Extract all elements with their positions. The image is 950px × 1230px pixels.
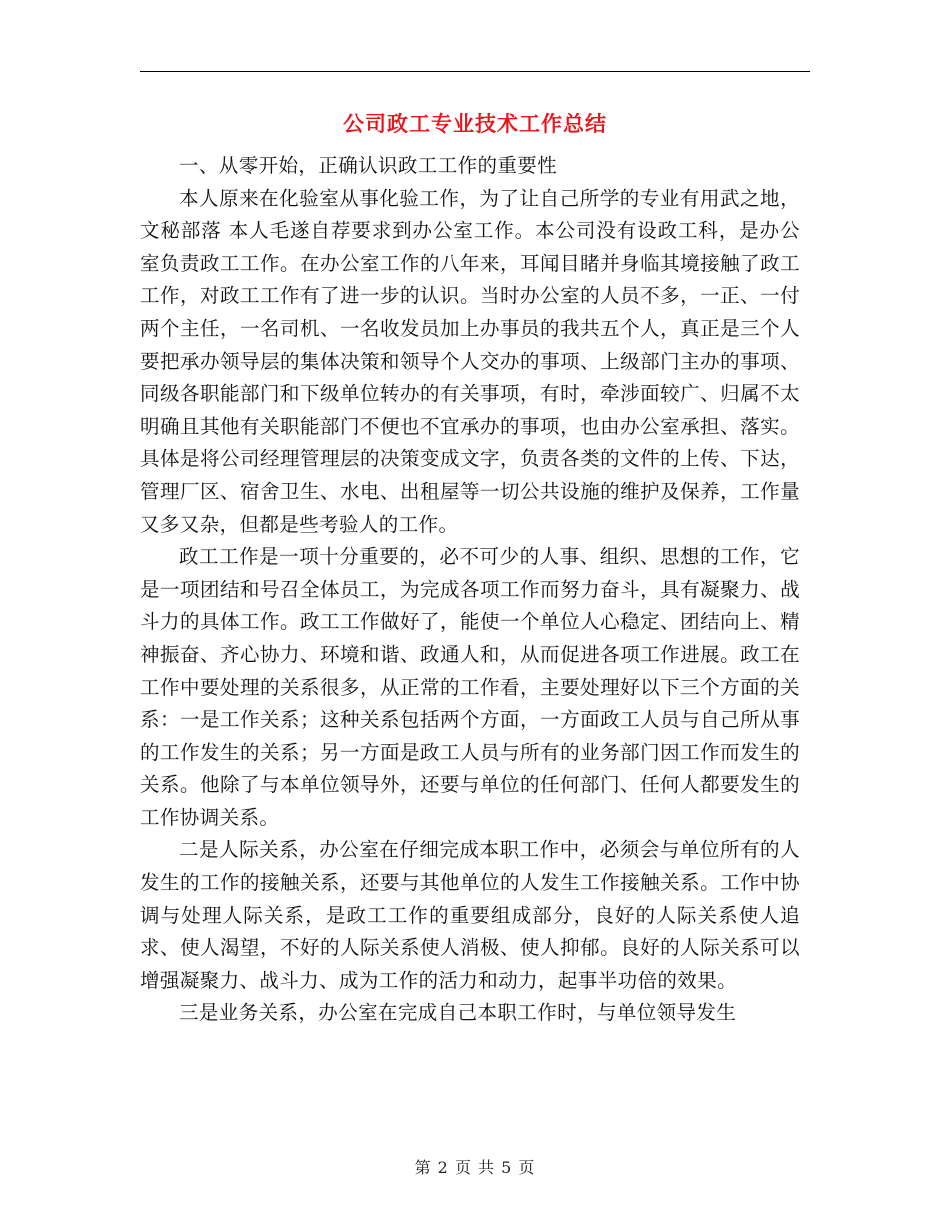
header-rule	[140, 71, 810, 72]
body-paragraph: 三是业务关系，办公室在完成自己本职工作时，与单位领导发生	[179, 1001, 737, 1025]
document-body	[140, 150, 800, 1030]
body-paragraph: 本人原来在化验室从事化验工作，为了让自己所学的专业有用武之地，文秘部落 本人毛遂自荐要求到办公室工作。本公司没有设政工科，是办公室负责政工工作。在办公室工作的八年来，耳闻目睹并身临其境接触了政工工作，对政工工作有了进一步的认识。当时办公室的人员不多，一正、一付两个主任，一名司机、一名收发员加上办事员的我共五个人，真正是三个人要把承办领导层的集体决策和领导个人交办的事项、上级部门主办的事项、同级各职能部门和下级单位转办的有关事项，有时，牵涉面较广、归属不太明确且其他有关职能部门不便也不宜承办的事项，也由办公室承担、落实。具体是将公司经理管理层的决策变成文字，负责各类的文件的上传、下达，管理厂区、宿舍卫生、水电、出租屋等一切公共设施的维护及保养，工作量又多又杂，但都是些考验人的工作。	[140, 186, 800, 536]
body-paragraph: 政工工作是一项十分重要的，必不可少的人事、组织、思想的工作，它是一项团结和号召全体员工，为完成各项工作而努力奋斗，具有凝聚力、战斗力的具体工作。政工工作做好了，能使一个单位人心稳定、团结向上、精神振奋、齐心协力、环境和谐、政通人和，从而促进各项工作进展。政工在工作中要处理的关系很多，从正常的工作看，主要处理好以下三个方面的关系：一是工作关系；这种关系包括两个方面，一方面政工人员与自己所从事的工作发生的关系；另一方面是政工人员与所有的业务部门因工作而发生的关系。他除了与本单位领导外，还要与单位的任何部门、任何人都要发生的工作协调关系。	[140, 545, 800, 829]
section-heading: 一、从零开始，正确认识政工工作的重要性	[179, 154, 558, 177]
page-number-footer: 第 2 页 共 5 页	[414, 1158, 536, 1177]
body-paragraph: 二是人际关系，办公室在仔细完成本职工作中，必须会与单位所有的人发生的工作的接触关系，还要与其他单位的人发生工作接触关系。工作中协调与处理人际关系，是政工工作的重要组成部分，良好的人际关系使人追求、使人渴望，不好的人际关系使人消极、使人抑郁。良好的人际关系可以增强凝聚力、战斗力、成为工作的活力和动力，起事半功倍的效果。	[140, 838, 800, 992]
document-title: 公司政工专业技术工作总结	[343, 111, 607, 136]
